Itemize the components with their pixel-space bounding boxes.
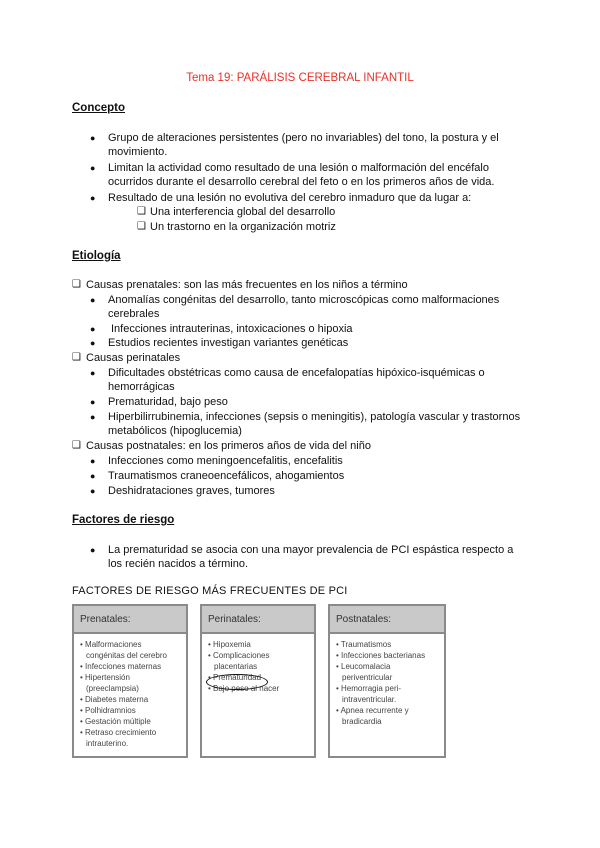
list-item: • Complicaciones: [208, 651, 270, 660]
text-line: Grupo de alteraciones persistentes (pero no invariables) del tono, la postura y el: [108, 132, 499, 144]
text-line: Prematuridad, bajo peso: [108, 396, 228, 408]
list-item: congénitas del cerebro: [86, 651, 167, 660]
bullet-icon: ●: [90, 368, 96, 378]
list-item: periventricular: [342, 673, 393, 682]
text-line: Estudios recientes investigan variantes genéticas: [108, 337, 349, 349]
list-item: • Apnea recurrente y: [336, 706, 409, 715]
list-item: intrauterino.: [86, 739, 129, 748]
list-item: • Bajo peso al nacer: [208, 684, 280, 693]
text-line: Traumatismos craneoencefálicos, ahogamientos: [108, 470, 345, 482]
text-line: Anomalías congénitas del desarrollo, tanto microscópicas como malformaciones: [108, 294, 500, 306]
text-line: Dificultades obstétricas como causa de encefalopatías hipóxico-isquémicas o: [108, 367, 485, 379]
list-item: placentarias: [214, 662, 258, 671]
column-header: Prenatales:: [74, 606, 186, 634]
list-item: (preeclampsia): [86, 684, 139, 693]
column-postnatales: [328, 604, 446, 758]
column-prenatales: [72, 604, 188, 758]
list-item: intraventricular.: [342, 695, 397, 704]
list-item: • Prematuridad: [208, 673, 262, 682]
text-line: Causas postnatales: en los primeros años de vida del niño: [86, 440, 371, 452]
checkbox-square-icon: ❑: [72, 440, 81, 451]
column-header: Postnatales:: [330, 606, 444, 634]
text-line: Infecciones como meningoencefalitis, encefalitis: [108, 455, 343, 467]
text-line: Deshidrataciones graves, tumores: [108, 485, 275, 497]
list-item: • Hipoxemia: [208, 640, 251, 649]
text-line: metabólicos (hipoglucemia): [108, 425, 242, 437]
page-title: Tema 19: PARÁLISIS CEREBRAL INFANTIL: [186, 72, 414, 84]
checkbox-square-icon: ❑: [137, 221, 146, 232]
text-line: Causas perinatales: [86, 352, 181, 364]
text-line: cerebrales: [108, 308, 160, 320]
text-line: Resultado de una lesión no evolutiva del cerebro inmaduro que da lugar a:: [108, 192, 472, 204]
list-item: • Leucomalacia: [336, 662, 391, 671]
bullet-icon: ●: [90, 412, 96, 422]
bullet-icon: ●: [90, 324, 96, 334]
bullet-icon: ●: [90, 397, 96, 407]
text-line: hemorrágicas: [108, 381, 175, 393]
text-line: Una interferencia global del desarrollo: [150, 206, 336, 218]
list-item: • Diabetes materna: [80, 695, 149, 704]
text-line: Un trastorno en la organización motriz: [150, 221, 336, 233]
bullet-icon: ●: [90, 163, 96, 173]
hand-drawn-circle-highlight: [206, 674, 268, 690]
text-line: ocurridos durante el desarrollo cerebral del feto o en los primeros años de vida.: [108, 176, 495, 188]
bullet-icon: ●: [90, 133, 96, 143]
checkbox-square-icon: ❑: [72, 352, 81, 363]
section-heading-factores: Factores de riesgo: [72, 514, 175, 526]
list-item: • Retraso crecimiento: [80, 728, 157, 737]
bullet-icon: ●: [90, 456, 96, 466]
list-item: • Traumatismos: [336, 640, 392, 649]
bullet-icon: ●: [90, 193, 96, 203]
list-item: • Malformaciones: [80, 640, 142, 649]
bullet-icon: ●: [90, 338, 96, 348]
text-line: Limitan la actividad como resultado de una lesión o malformación del encéfalo: [108, 162, 489, 174]
table-title: FACTORES DE RIESGO MÁS FRECUENTES DE PCI: [72, 585, 348, 597]
bullet-icon: ●: [90, 295, 96, 305]
list-item: • Infecciones maternas: [80, 662, 162, 671]
list-item: • Hipertensión: [80, 673, 130, 682]
text-line: La prematuridad se asocia con una mayor prevalencia de PCI espástica respecto a: [108, 544, 514, 556]
text-line: Causas prenatales: son las más frecuentes en los niños a término: [86, 279, 408, 291]
text-line: Infecciones intrauterinas, intoxicaciones o hipoxia: [111, 323, 353, 335]
checkbox-square-icon: ❑: [137, 206, 146, 217]
checkbox-square-icon: ❑: [72, 279, 81, 290]
text-line: Hiperbilirrubinemia, infecciones (sepsis o meningitis), patología vascular y trastornos: [108, 411, 521, 423]
column-header: Perinatales:: [202, 606, 314, 634]
section-heading-etiologia: Etiología: [72, 250, 121, 262]
bullet-icon: ●: [90, 486, 96, 496]
bullet-icon: ●: [90, 471, 96, 481]
text-line: los recién nacidos a término.: [108, 558, 249, 570]
bullet-icon: ●: [90, 545, 96, 555]
list-item: • Gestación múltiple: [80, 717, 151, 726]
list-item: • Polhidramnios: [80, 706, 136, 715]
list-item: bradicardia: [342, 717, 382, 726]
list-item: • Hemorragia peri-: [336, 684, 402, 693]
section-heading-concepto: Concepto: [72, 102, 126, 114]
list-item: • Infecciones bacterianas: [336, 651, 426, 660]
text-line: movimiento.: [108, 146, 168, 158]
